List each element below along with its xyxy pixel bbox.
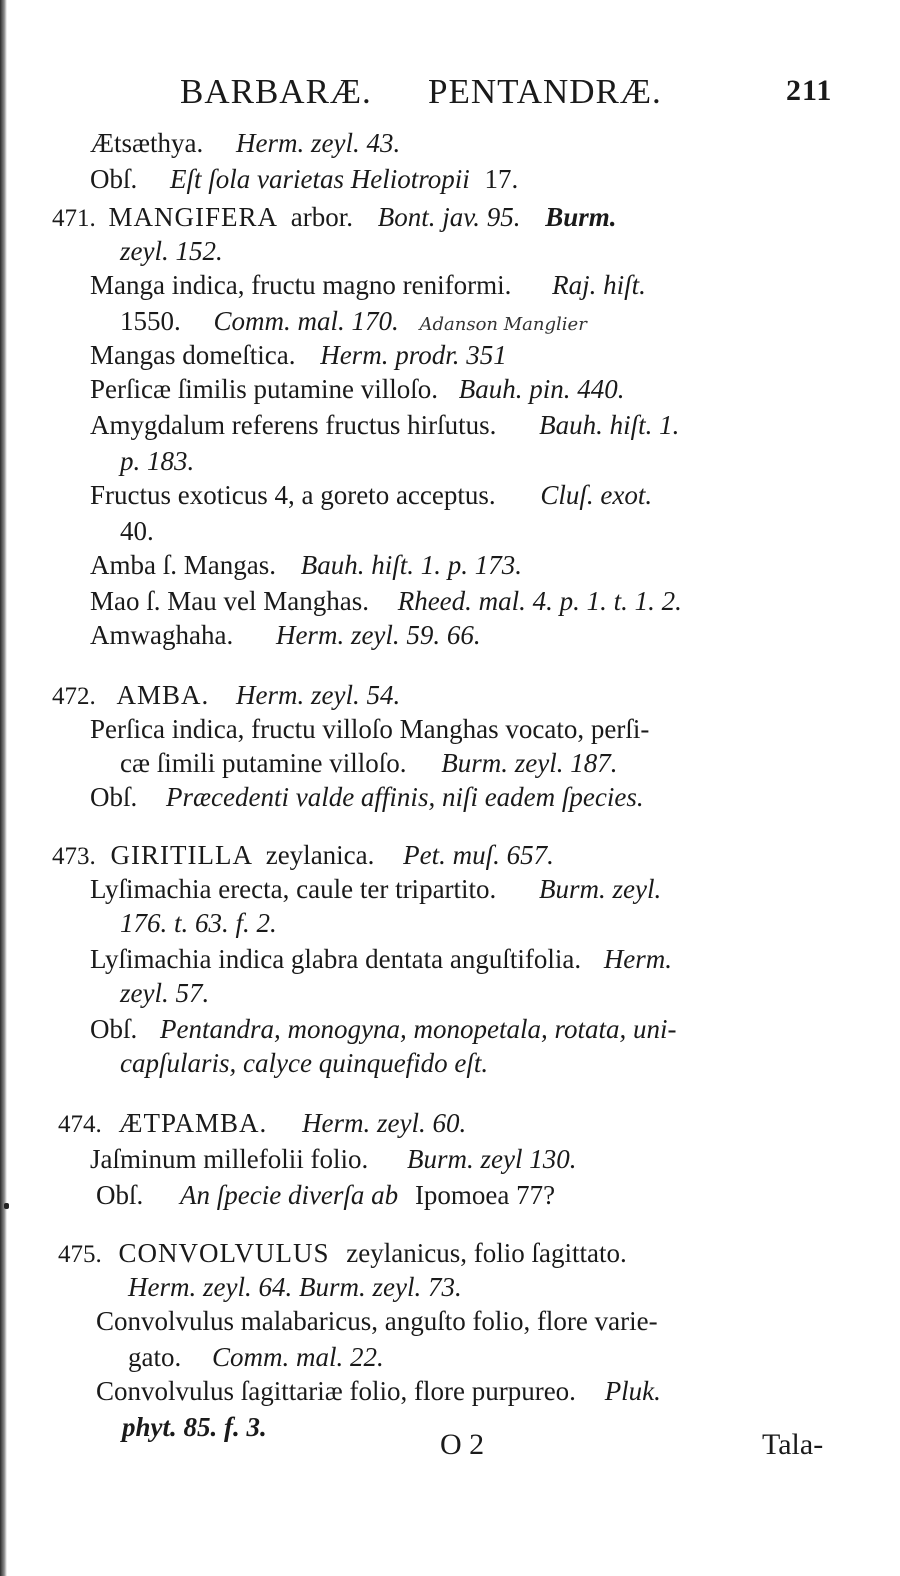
obs-text: Eſt ſola varietas Heliotropii bbox=[170, 164, 470, 194]
obs-label: Obſ. bbox=[90, 1014, 138, 1044]
genus-name: ÆTPAMBA. bbox=[118, 1108, 268, 1138]
reference-number: 17. bbox=[484, 164, 519, 194]
reference: Ipomoea 77? bbox=[414, 1180, 556, 1210]
entry-line bbox=[90, 128, 400, 158]
citation: Herm. zeyl. 59. 66. bbox=[275, 620, 481, 650]
entry-line bbox=[96, 1180, 555, 1210]
entry-number: 475. bbox=[58, 1241, 102, 1268]
catchword: Tala- bbox=[762, 1428, 824, 1461]
entry-line: Convolvulus malabaricus, anguſto folio, flore varie- bbox=[96, 1306, 658, 1336]
synonym: Mao ſ. Mau vel Manghas. bbox=[90, 586, 369, 616]
citation: Bauh. pin. 440. bbox=[458, 374, 625, 404]
synonym: Convolvulus ſagittariæ folio, flore purpureo. bbox=[96, 1376, 576, 1406]
entry-line: 40. bbox=[120, 516, 154, 546]
synonym: gato. bbox=[128, 1342, 182, 1372]
entry-line bbox=[96, 1376, 661, 1406]
page-number: 211 bbox=[786, 74, 833, 107]
synonym: Perſicæ ſimilis putamine villoſo. bbox=[90, 374, 438, 404]
synonym: Jaſminum millefolii folio. bbox=[90, 1144, 369, 1174]
reference-number: 1550. bbox=[120, 306, 181, 336]
citation: Herm. zeyl. 54. bbox=[236, 680, 401, 710]
plant-name: Ætsæthya. bbox=[90, 128, 204, 158]
entry-line bbox=[52, 202, 617, 234]
entry-line: p. 183. bbox=[120, 446, 195, 476]
synonym: Lyſimachia erecta, caule ter tripartito. bbox=[90, 874, 497, 904]
entry-line: zeyl. 152. bbox=[120, 236, 223, 266]
obs-label: Obſ. bbox=[96, 1180, 144, 1210]
entry-line: Herm. zeyl. 64. Burm. zeyl. 73. bbox=[128, 1272, 462, 1302]
entry-line bbox=[58, 1108, 466, 1140]
citation: Bont. jav. 95. bbox=[377, 202, 521, 232]
citation: Burm. bbox=[545, 202, 617, 232]
entry-line: capſularis, calyce quinquefido eſt. bbox=[120, 1048, 489, 1078]
entry-line bbox=[90, 270, 646, 300]
citation: Burm. zeyl. 187. bbox=[441, 748, 618, 778]
entry-line bbox=[52, 680, 400, 712]
entry-line bbox=[90, 550, 522, 580]
handwritten-annotation: Adanson Manglier bbox=[419, 314, 587, 335]
obs-text: Pentandra, monogyna, monopetala, rotata, uni- bbox=[160, 1014, 677, 1044]
citation: Pluk. bbox=[604, 1376, 661, 1406]
synonym: Amygdalum referens fructus hirſutus. bbox=[90, 410, 497, 440]
citation: Raj. hiſt. bbox=[552, 270, 646, 300]
citation: Herm. zeyl. 60. bbox=[302, 1108, 467, 1138]
synonym: cæ ſimili putamine villoſo. bbox=[120, 748, 407, 778]
entry-line bbox=[128, 1342, 384, 1372]
page-footer bbox=[0, 1428, 900, 1468]
citation: Comm. mal. 170. bbox=[213, 306, 399, 336]
entry-line bbox=[90, 340, 507, 370]
entry-line: Perſica indica, fructu villoſo Manghas vocato, perſi- bbox=[90, 714, 650, 744]
entry-number: 474. bbox=[58, 1111, 102, 1138]
entry-line bbox=[90, 874, 661, 904]
entry-line bbox=[90, 480, 652, 510]
entry-number: 471. bbox=[52, 205, 96, 232]
genus-name: MANGIFERA bbox=[108, 202, 279, 232]
entry-line: phyt. 85. f. 3. bbox=[122, 1412, 267, 1442]
entry-line: zeyl. 57. bbox=[120, 978, 210, 1008]
entry-line bbox=[120, 306, 587, 340]
synonym: Amba ſ. Mangas. bbox=[90, 550, 276, 580]
entry-line bbox=[58, 1238, 627, 1270]
citation: Burm. zeyl. bbox=[539, 874, 662, 904]
entry-line bbox=[90, 620, 481, 650]
descriptor: arbor. bbox=[290, 202, 353, 232]
citation: Bauh. hiſt. 1. p. 173. bbox=[300, 550, 522, 580]
synonym: Lyſimachia indica glabra dentata anguſtifolia. bbox=[90, 944, 582, 974]
citation: Cluſ. exot. bbox=[540, 480, 653, 510]
entry-line bbox=[90, 374, 624, 404]
citation: Herm. prodr. 351 bbox=[320, 340, 507, 370]
entry-line: 176. t. 63. f. 2. bbox=[120, 908, 277, 938]
synonym: Amwaghaha. bbox=[90, 620, 234, 650]
header-left-title: BARBARÆ. bbox=[180, 72, 372, 111]
signature-mark: O 2 bbox=[440, 1428, 485, 1461]
citation: Pet. muſ. 657. bbox=[403, 840, 554, 870]
running-header bbox=[0, 72, 900, 112]
synonym: Mangas domeſtica. bbox=[90, 340, 296, 370]
entry-line bbox=[90, 1144, 576, 1174]
entry-line bbox=[90, 410, 679, 440]
entry-line bbox=[90, 782, 644, 812]
entry-line bbox=[90, 586, 682, 616]
genus-name: AMBA. bbox=[116, 680, 210, 710]
genus-name: CONVOLVULUS bbox=[118, 1238, 330, 1268]
synonym: Manga indica, fructu magno reniformi. bbox=[90, 270, 512, 300]
header-right-title: PENTANDRÆ. bbox=[428, 72, 662, 111]
citation: Rheed. mal. 4. p. 1. t. 1. 2. bbox=[397, 586, 682, 616]
citation: Herm. bbox=[603, 944, 673, 974]
descriptor: zeylanicus, folio ſagittato. bbox=[346, 1238, 627, 1268]
entry-number: 473. bbox=[52, 843, 96, 870]
obs-label: Obſ. bbox=[90, 164, 138, 194]
page-binding-edge bbox=[0, 0, 7, 1576]
entry-line bbox=[52, 840, 554, 872]
entry-line bbox=[90, 944, 672, 974]
citation: Herm. zeyl. 43. bbox=[236, 128, 401, 158]
citation: Comm. mal. 22. bbox=[212, 1342, 384, 1372]
citation: Burm. zeyl 130. bbox=[406, 1144, 577, 1174]
binding-mark bbox=[4, 1203, 9, 1209]
descriptor: zeylanica. bbox=[265, 840, 375, 870]
obs-label: Obſ. bbox=[90, 782, 138, 812]
obs-text: Præcedenti valde affinis, niſi eadem ſpecies. bbox=[166, 782, 644, 812]
entry-line bbox=[90, 1014, 676, 1044]
citation: Bauh. hiſt. 1. bbox=[539, 410, 680, 440]
entry-line bbox=[120, 748, 617, 778]
synonym: Fructus exoticus 4, a goreto acceptus. bbox=[90, 480, 496, 510]
genus-name: GIRITILLA bbox=[110, 840, 253, 870]
entry-line bbox=[90, 164, 518, 194]
entry-number: 472. bbox=[52, 683, 96, 710]
obs-text: An ſpecie diverſa ab bbox=[180, 1180, 399, 1210]
